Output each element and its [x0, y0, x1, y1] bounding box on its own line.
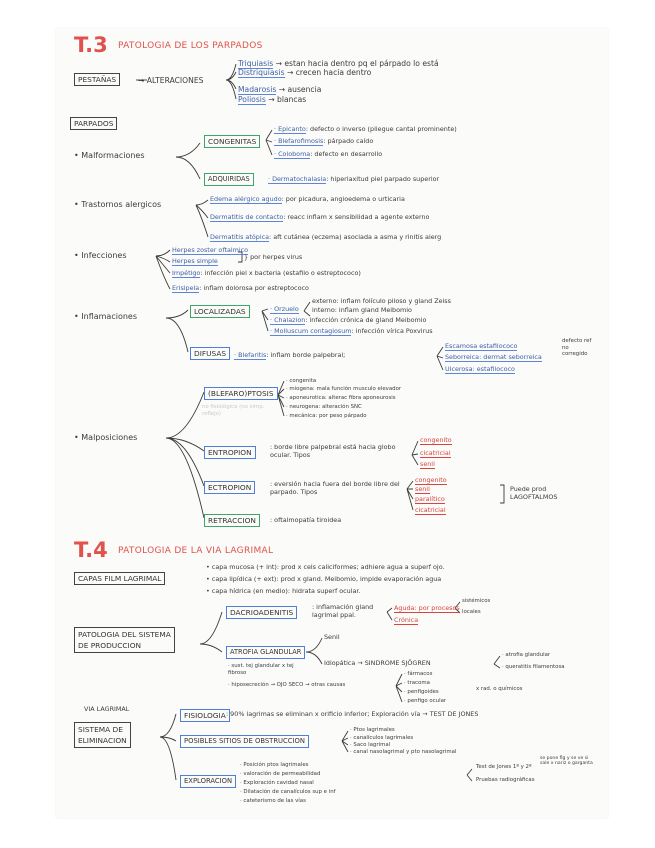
jones-note: se pone flg y se ve si sale x nariz o garganta — [540, 756, 593, 767]
ectropion-box: ECTROPION — [204, 481, 255, 494]
adquiridas-box: ADQUIRIDAS — [204, 173, 254, 186]
obstruccion-box: POSIBLES SITIOS DE OBSTRUCCION — [180, 735, 309, 748]
idiopatica-label: Idiopática → SINDROME SJÖGREN — [324, 659, 431, 667]
retraccion-box: RETRACCION — [204, 514, 260, 527]
dacrio-type: Aguda: por procesos — [394, 604, 460, 612]
herpes-note: } por herpes virus — [244, 253, 303, 261]
otras-item: · tracoma — [404, 680, 430, 686]
dacrio-text: : inflamación gland lagrimal ppal. — [312, 603, 374, 619]
ptosis-item: · congenita — [286, 378, 317, 384]
malformaciones-label: • Malformaciones — [74, 151, 145, 160]
ectropion-note: Puede prod LAGOFTALMOS — [510, 485, 558, 501]
obstruccion-item: · canal nasolagrimal y pto nasolagrimal — [350, 749, 457, 755]
orzuelo-term: · Orzuelo — [270, 305, 299, 313]
ectropion-type: cicatricial — [415, 506, 446, 514]
congenitas-box: CONGENITAS — [204, 135, 260, 148]
t4-title: T.4 — [74, 538, 108, 562]
ptosis-faint-note: no fisiológica (no simp. reflejo) — [202, 404, 265, 417]
congenitas-item: · Coloboma: defecto en desarrollo — [274, 150, 383, 158]
entropion-text: : borde libre palpebral está hacia globo ocular. Tipos — [270, 443, 396, 459]
sust-note: · sust. tej glandular x tej fibroso — [228, 663, 294, 676]
exploracion-item: · valoración de permeabilidad — [240, 771, 321, 777]
alteraciones-label: → ALTERACIONES — [138, 76, 204, 85]
sjogren-item: · queratitis filamentosa — [502, 664, 565, 670]
localizadas-box: LOCALIZADAS — [190, 305, 250, 318]
retraccion-text: : oftalmopatía tiroidea — [270, 516, 342, 524]
otras-note: x rad. o químicos — [476, 686, 523, 692]
sjogren-item: · atrofia glandular — [502, 652, 551, 658]
ptosis-box: (BLEFARO)PTOSIS — [204, 387, 278, 400]
t4-subtitle: PATOLOGIA DE LA VIA LAGRIMAL — [118, 546, 274, 556]
infecciones-label: • Infecciones — [74, 251, 127, 260]
produccion-box-line: PATOLOGIA DEL SISTEMA — [78, 630, 171, 639]
produccion-box-line: DE PRODUCCION — [78, 641, 142, 650]
ectropion-type: paralítico — [415, 495, 445, 503]
pestanas-box: PESTAÑAS — [74, 73, 120, 86]
exploracion-item: · cateterismo de las vías — [240, 798, 306, 804]
ptosis-item: · aponeurotica: alterac fibra aponeurosis — [286, 395, 396, 401]
chalazion-item: · Chalazion: infección crónica de gland Meibomio — [270, 316, 427, 324]
capas-item: • capa mucosa (+ int): prod x cels caliciformes; adhiere agua a superf ojo. — [206, 563, 445, 571]
via-lagrimal-label: VIA LAGRIMAL — [84, 705, 130, 713]
capas-box: CAPAS FILM LAGRIMAL — [74, 572, 165, 585]
congenitas-item: · Epicanto: defecto o inverso (pliegue cantal prominente) — [274, 125, 457, 133]
t3-title: T.3 — [74, 33, 108, 57]
eliminacion-box-line: SISTEMA DE — [78, 725, 123, 734]
pestanas-item: Distriquiasis → crecen hacia dentro — [238, 68, 372, 77]
entropion-type: cicatricial — [420, 449, 451, 457]
congenitas-item: · Blefarofimosis: párpado caído — [274, 137, 374, 145]
alergicos-item: Edema alérgico agudo: por picadura, angioedema o urticaria — [210, 195, 405, 203]
ptosis-item: · neurogena: alteración SNC — [286, 404, 362, 410]
exploracion-item: · Dilatación de canalículos sup e inf — [240, 789, 336, 795]
blefaritis-note: defecto ref no corregido — [562, 338, 592, 357]
entropion-box: ENTROPION — [204, 446, 256, 459]
blefaritis-item: · Blefaritis: inflam borde palpebral; — [234, 351, 346, 359]
fisiologia-box: FISIOLOGIA — [180, 709, 230, 722]
obstruccion-item: · Saco lagrimal — [350, 742, 391, 748]
orzuelo-interno: interno: inflam gland Meibomio — [312, 306, 412, 314]
blefaritis-type: Escamosa estafilococo — [445, 342, 518, 350]
exploracion-item: · Posición ptos lagrimales — [240, 762, 309, 768]
dacrio-cause: locales — [462, 609, 481, 615]
produccion-box — [74, 627, 175, 653]
eliminacion-box — [74, 722, 131, 748]
molluscum-item: · Molluscum contagiosum: infección vírica Poxvirus — [270, 327, 433, 335]
entropion-type: senil — [420, 460, 435, 468]
ptosis-item: · mecánica: por peso párpado — [286, 413, 367, 419]
obstruccion-item: · canalículos lagrimales — [350, 735, 414, 741]
eliminacion-box-line: ELIMINACION — [78, 736, 127, 745]
otras-item: · fármacos — [404, 671, 433, 677]
dacrio-type: Crónica — [394, 616, 419, 624]
alergicos-item: Dermatitis de contacto: reacc inflam x sensibilidad a agente externo — [210, 213, 430, 221]
otras-item: · penfigoides — [404, 689, 439, 695]
blefaritis-type: Ulcerosa: estafilococo — [445, 365, 515, 373]
pestanas-item: Poliosis → blancas — [238, 95, 307, 104]
senil-label: Senil — [324, 633, 340, 641]
inflamaciones-label: • Inflamaciones — [74, 312, 138, 321]
infecciones-item: Impétigo: infección piel x bacteria (estafilo o estreptococo) — [172, 269, 361, 277]
infecciones-item: Herpes simple — [172, 257, 218, 265]
ectropion-type: congenito — [415, 476, 447, 484]
dacrioadenitis-box: DACRIOADENITIS — [226, 606, 297, 619]
atrofia-box: ATROFIA GLANDULAR — [226, 646, 305, 659]
jones-test: Test de Jones 1º y 2º — [476, 764, 532, 770]
alergicos-item: Dermatitis atópica: aft cutánea (eczema) asociada a asma y rinitis alerg — [210, 233, 442, 241]
otras-item: · penfigo ocular — [404, 698, 447, 704]
difusas-box: DIFUSAS — [190, 347, 230, 360]
ectropion-type: senil — [415, 485, 430, 493]
obstruccion-item: · Ptos lagrimales — [350, 727, 395, 733]
radiografic-tests: Pruebas radiográficas — [476, 777, 535, 783]
infecciones-item: Erisipela: inflam dolorosa por estreptococo — [172, 284, 309, 292]
adquiridas-item: · Dermatochalasia: hiperlaxitud piel parpado superior — [268, 175, 440, 183]
infecciones-item: Herpes zoster oftalmico — [172, 246, 249, 254]
malposiciones-label: • Malposiciones — [74, 433, 138, 442]
entropion-type: congenito — [420, 436, 452, 444]
capas-item: • capa hídrica (en medio): hidrata superf ocular. — [206, 587, 361, 595]
t3-subtitle: PATOLOGIA DE LOS PARPADOS — [118, 41, 263, 51]
fisiologia-text: : 90% lagrimas se eliminan x orificio inferior; Exploración vía → TEST DE JONES — [226, 710, 479, 718]
hiposecrecion-text: · hiposecreción → OJO SECO → otras causas — [228, 682, 346, 688]
blefaritis-type: Seborreica: dermat seborreica — [445, 353, 542, 361]
exploracion-box: EXPLORACION — [180, 775, 236, 788]
pestanas-item: Triquiasis → estan hacia dentro pq el párpado lo está — [238, 59, 439, 68]
alergicos-label: • Trastornos alergicos — [74, 200, 162, 209]
ptosis-item: · miogena: mala función musculo elevador — [286, 386, 402, 392]
exploracion-item: · Exploración cavidad nasal — [240, 780, 314, 786]
parpados-box: PARPADOS — [70, 117, 117, 130]
orzuelo-externo: externo: inflam folículo piloso y gland Zeiss — [312, 297, 451, 305]
pestanas-item: Madarosis → ausencia — [238, 85, 322, 94]
capas-item: • capa lipídica (+ ext): prod x gland. Meibomio, impide evaporación agua — [206, 575, 442, 583]
dacrio-cause: sistémicos — [462, 598, 491, 604]
ectropion-text: : eversión hacia fuera del borde libre del parpado. Tipos — [270, 480, 400, 496]
